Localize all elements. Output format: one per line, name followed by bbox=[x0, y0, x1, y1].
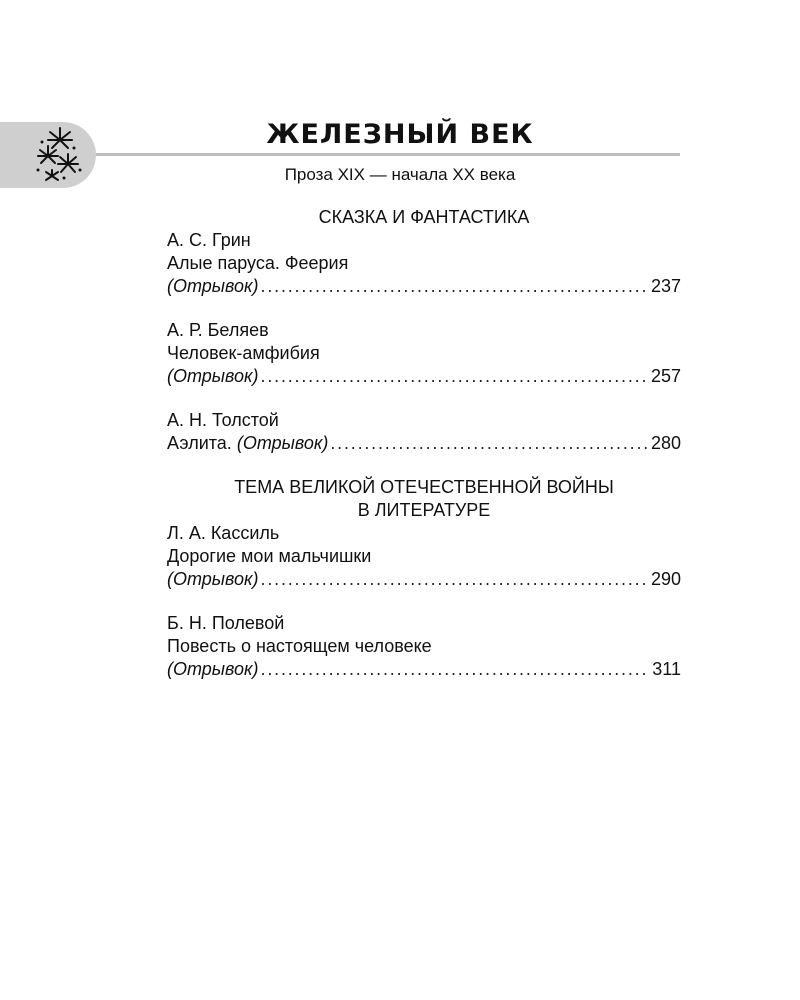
toc-entry[interactable] bbox=[167, 522, 681, 591]
entry-note: (Отрывок) bbox=[167, 659, 259, 679]
entry-page-number: 311 bbox=[652, 659, 681, 679]
dot-leader bbox=[261, 658, 649, 681]
page-subtitle: Проза XIX — начала XX века bbox=[284, 165, 516, 184]
entry-page-number: 280 bbox=[650, 433, 681, 453]
entry-leader-line bbox=[167, 432, 681, 455]
entry-work: Дорогие мои мальчишки bbox=[167, 546, 372, 566]
entry-leader-line bbox=[167, 568, 681, 591]
entry-note: (Отрывок) bbox=[167, 276, 259, 296]
entry-work: Аэлита. bbox=[167, 433, 232, 453]
entry-page-number: 237 bbox=[650, 276, 681, 296]
entry-page-number: 257 bbox=[650, 366, 681, 386]
entry-author: Л. А. Кассиль bbox=[167, 523, 280, 543]
entry-author: А. С. Грин bbox=[167, 230, 251, 250]
section-title-line: ТЕМА ВЕЛИКОЙ ОТЕЧЕСТВЕННОЙ ВОЙНЫ bbox=[234, 477, 614, 497]
dot-leader bbox=[261, 568, 647, 591]
entry-leader-line bbox=[167, 365, 681, 388]
entry-note: (Отрывок) bbox=[167, 569, 259, 589]
entry-leader-line bbox=[167, 658, 681, 681]
page-title: ЖЕЛЕЗНЫЙ ВЕК bbox=[266, 119, 534, 150]
entry-work: Алые паруса. Феерия bbox=[167, 253, 349, 273]
entry-author: А. Н. Толстой bbox=[167, 410, 279, 430]
toc-entry[interactable] bbox=[167, 229, 681, 298]
toc-entry[interactable] bbox=[167, 319, 681, 388]
entry-leader-line bbox=[167, 275, 681, 298]
entry-author: А. Р. Беляев bbox=[167, 320, 269, 340]
entry-work: Повесть о настоящем человеке bbox=[167, 636, 432, 656]
entry-author: Б. Н. Полевой bbox=[167, 613, 285, 633]
table-of-contents bbox=[167, 206, 681, 702]
header-rule bbox=[96, 153, 680, 156]
entry-page-number: 290 bbox=[650, 569, 681, 589]
entry-note: (Отрывок) bbox=[167, 366, 259, 386]
dot-leader bbox=[261, 365, 647, 388]
section-title-line: В ЛИТЕРАТУРЕ bbox=[357, 500, 491, 520]
dot-leader bbox=[261, 275, 647, 298]
entry-work: Человек-амфибия bbox=[167, 343, 320, 363]
toc-entry[interactable] bbox=[167, 409, 681, 455]
dot-leader bbox=[330, 432, 647, 455]
section-title-fairy-tale bbox=[155, 206, 693, 229]
toc-entry[interactable] bbox=[167, 612, 681, 681]
section-title-line: СКАЗКА И ФАНТАСТИКА bbox=[318, 207, 530, 227]
section-title-war-theme bbox=[155, 476, 693, 522]
entry-note: (Отрывок) bbox=[236, 433, 329, 453]
